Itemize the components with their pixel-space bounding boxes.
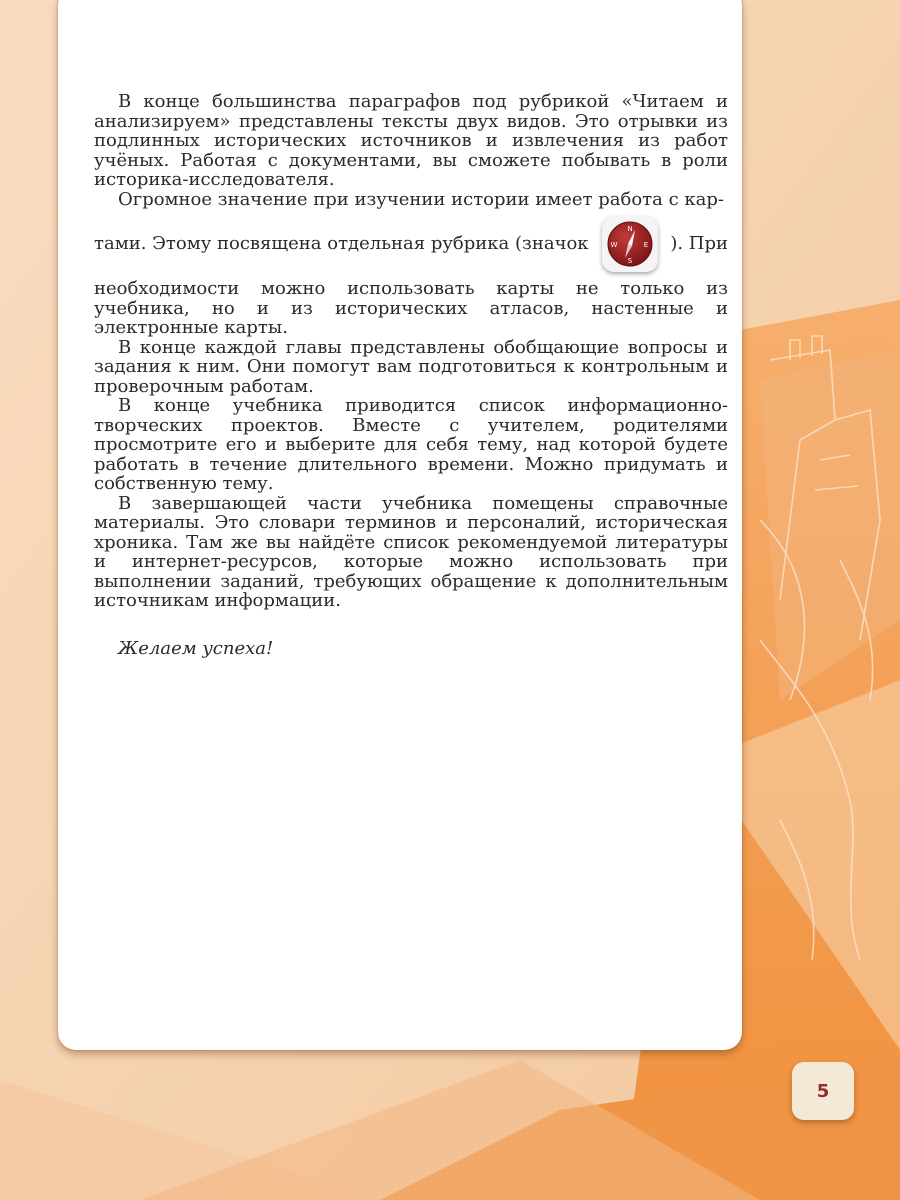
compass-letter-n: N xyxy=(627,225,634,233)
page-number: 5 xyxy=(792,1062,854,1120)
paragraph-maps-line2 xyxy=(94,209,728,279)
body-text xyxy=(94,92,728,658)
paragraph-maps-line1: Огромное значение при изучении истории имеет работа с кар- xyxy=(118,188,724,210)
compass-letter-s: S xyxy=(628,257,633,265)
paragraph-document-analysis: В конце большинства параграфов под рубрикой «Читаем и анализируем» представлены тексты двух видов. Это отрывки из подлинных исторических источников и извлечения из работ учёных. Работая с документами, вы сможете побывать в роли историка-исследователя. xyxy=(94,91,728,190)
maps-text-after-icon: ). При xyxy=(670,233,728,255)
paragraph-projects: В конце учебника приводится список информационно-творческих проектов. Вместе с учителем, родителями просмотрите его и выберите для себя тему, над которой будете работать в течение длительного времени. Можно придумать и собственную тему. xyxy=(94,395,728,494)
paragraph-chapter-questions: В конце каждой главы представлены обобщающие вопросы и задания к ним. Они помогут вам подготовиться к контрольным и проверочным работам. xyxy=(94,336,728,397)
compass-letter-w: W xyxy=(610,241,618,249)
closing-wish: Желаем успеха! xyxy=(118,637,274,659)
compass-icon xyxy=(602,216,658,272)
maps-text-before-icon: тами. Этому посвящена отдельная рубрика (значок xyxy=(94,233,589,255)
compass-letter-e: E xyxy=(644,241,649,249)
paragraph-maps-rest: необходимости можно использовать карты не только из учебника, но и из исторических атласов, настенные и электронные карты. xyxy=(94,278,728,338)
content-panel xyxy=(58,0,742,1050)
paragraph-reference-materials: В завершающей части учебника помещены справочные материалы. Это словари терминов и персоналий, историческая хроника. Там же вы найдёте список рекомендуемой литературы и интернет-ресурсов, которые можно использовать при выполнении заданий, требующих обращение к дополнительным источникам информации. xyxy=(94,492,728,611)
